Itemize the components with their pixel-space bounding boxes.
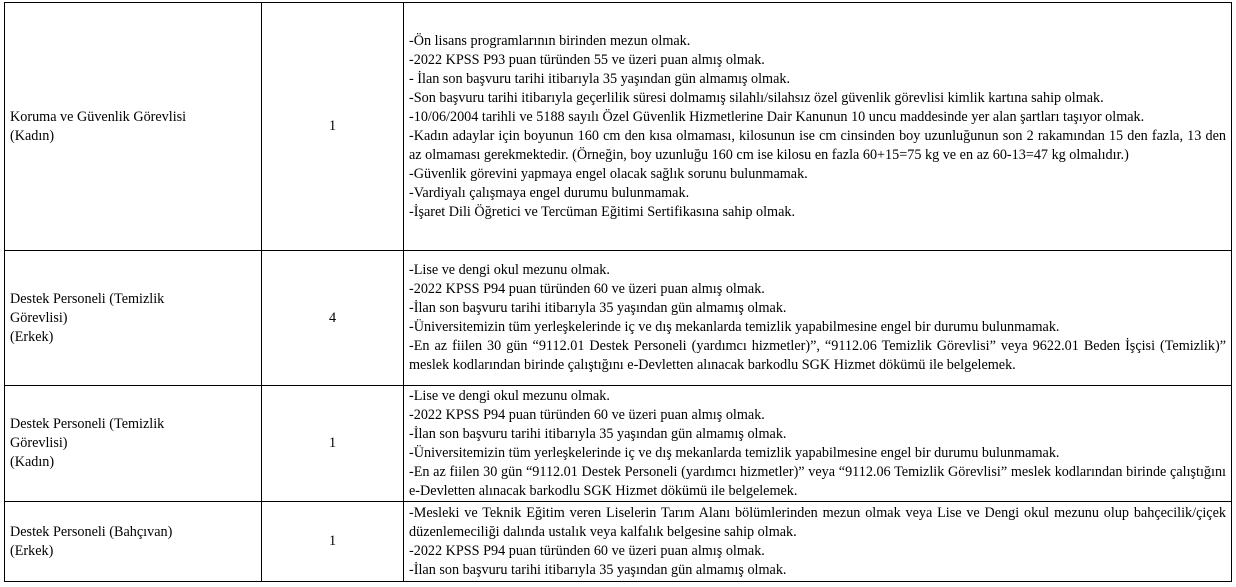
requirement-item: -En az fiilen 30 gün “9112.01 Destek Personeli (yardımcı hizmetler)”, “9112.06 Temizlik Görevlisi” veya 9622.01 Beden İşçisi (Temizlik)” meslek kodlarından birinde çalıştığını e-Devletten alınacak barkodlu SGK Hizmet dökümü ile belgelemek. — [409, 338, 1226, 373]
requirements-cell — [404, 502, 1232, 582]
position-name: Koruma ve Güvenlik Görevlisi — [10, 108, 187, 125]
requirement-item: -İşaret Dili Öğretici ve Tercüman Eğitimi Sertifikasına sahip olmak. — [409, 203, 796, 220]
position-name: Destek Personeli (Temizlik — [10, 416, 165, 432]
requirement-item: -İlan son başvuru tarihi itibarıyla 35 yaşından gün almamış olmak. — [409, 561, 787, 578]
requirement-item: -2022 KPSS P94 puan türünden 60 ve üzeri puan almış olmak. — [409, 406, 765, 423]
requirement-item: -2022 KPSS P94 puan türünden 60 ve üzeri puan almış olmak. — [409, 542, 765, 559]
requirements-cell — [404, 386, 1232, 502]
requirement-item: -Kadın adaylar için boyunun 160 cm den kısa olmaması, kilosunun ise cm cinsinden boy uzunluğunun son 2 rakamından 15 den fazla, 13 den az olmaması gerekmektedir. (Örneğin, boy uzunluğu 160 cm ise kilosu en fazla 60+15=75 kg ve en az 60-13=47 kg olmalıdır.) — [409, 127, 1226, 163]
requirement-item: - İlan son başvuru tarihi itibarıyla 35 yaşından gün almamış olmak. — [409, 70, 791, 87]
requirement-item: -Lise ve dengi okul mezunu olmak. — [409, 387, 610, 404]
count-cell: 1 — [262, 386, 404, 502]
position-gender: (Erkek) — [10, 542, 54, 559]
position-cell — [5, 386, 262, 502]
table-row — [5, 3, 1232, 251]
position-gender: (Kadın) — [10, 454, 55, 470]
table-row — [5, 251, 1232, 386]
count-cell: 1 — [262, 502, 404, 582]
requirement-item: -Vardiyalı çalışmaya engel durumu bulunmamak. — [409, 184, 690, 201]
count-cell: 1 — [262, 3, 404, 251]
position-cell — [5, 3, 262, 251]
requirement-item: -Mesleki ve Teknik Eğitim veren Liselerin Tarım Alanı bölümlerinden mezun olmak veya Lise ve Dengi okul mezunu olup bahçecilik/çiçek düzenlemeciliği dalında ustalık veya kalfalık belgesine sahip olmak. — [409, 504, 1226, 540]
position-cell — [5, 502, 262, 582]
table-row — [5, 502, 1232, 582]
requirement-item: -Güvenlik görevini yapmaya engel olacak sağlık sorunu bulunmamak. — [409, 165, 808, 182]
requirement-item: -2022 KPSS P94 puan türünden 60 ve üzeri puan almış olmak. — [409, 281, 765, 297]
table-row — [5, 386, 1232, 502]
position-name: Destek Personeli (Bahçıvan) — [10, 523, 173, 540]
requirements-cell — [404, 251, 1232, 386]
position-cell — [5, 251, 262, 386]
requirement-item: -En az fiilen 30 gün “9112.01 Destek Personeli (yardımcı hizmetler)” veya “9112.06 Temizlik Görevlisi” meslek kodlarından birinde çalıştığını e-Devletten alınacak barkodlu SGK Hizmet dökümü ile belgelemek. — [409, 463, 1226, 499]
requirement-item: -Lise ve dengi okul mezunu olmak. — [409, 262, 610, 278]
position-gender: (Kadın) — [10, 127, 55, 144]
count-cell: 4 — [262, 251, 404, 386]
requirement-item: -Son başvuru tarihi itibarıyla geçerlilik süresi dolmamış silahlı/silahsız özel güvenlik görevlisi kimlik kartına sahip olmak. — [409, 89, 1104, 106]
requirements-table — [4, 2, 1232, 582]
requirement-item: -Üniversitemizin tüm yerleşkelerinde iç ve dış mekanlarda temizlik yapabilmesine engel bir durumu bulunmamak. — [409, 319, 1060, 335]
requirement-item: -İlan son başvuru tarihi itibarıyla 35 yaşından gün almamış olmak. — [409, 300, 787, 316]
position-name: Görevlisi) — [10, 309, 68, 326]
position-gender: (Erkek) — [10, 328, 54, 345]
requirement-item: -Ön lisans programlarının birinden mezun olmak. — [409, 32, 691, 49]
requirement-item: -Üniversitemizin tüm yerleşkelerinde iç ve dış mekanlarda temizlik yapabilmesine engel bir durumu bulunmamak. — [409, 444, 1060, 461]
requirement-item: -10/06/2004 tarihli ve 5188 sayılı Özel Güvenlik Hizmetlerine Dair Kanunun 10 uncu maddesinde yer alan şartları taşıyor olmak. — [409, 108, 1145, 125]
requirement-item: -İlan son başvuru tarihi itibarıyla 35 yaşından gün almamış olmak. — [409, 425, 787, 442]
requirements-cell — [404, 3, 1232, 251]
requirement-item: -2022 KPSS P93 puan türünden 55 ve üzeri puan almış olmak. — [409, 51, 765, 68]
position-name: Görevlisi) — [10, 435, 68, 451]
position-name: Destek Personeli (Temizlik — [10, 290, 165, 307]
